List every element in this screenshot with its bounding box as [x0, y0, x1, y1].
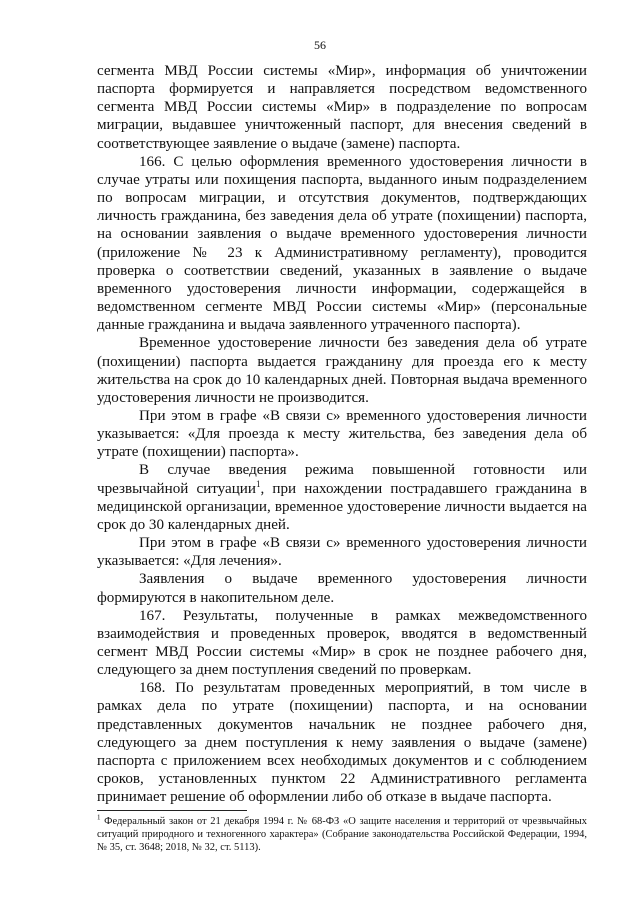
- paragraph-emergency-part-1: В случае введения режима повышенной готовности или чрезвычайной ситуации: [97, 462, 587, 497]
- footnote-mark: 1: [97, 813, 101, 822]
- document-body: [97, 62, 587, 806]
- paragraph-167: 167. Результаты, полученные в рамках межведомственного взаимодействия и проведенных проверок, вводятся в ведомственный сегмент МВД России системы «Мир» в срок не позднее рабочего дня, следующего за днем поступления сведений по проверкам.: [97, 607, 587, 679]
- footnote-text: Федеральный закон от 21 декабря 1994 г. № 68-ФЗ «О защите населения и территорий от чрезвычайных ситуаций природного и техногенного характера» (Собрание законодательства Российской Федерации, 1994, № 35, ст. 3648; 2018, № 32, ст. 5113).: [97, 816, 587, 853]
- paragraph-in-connection-treatment: При этом в графе «В связи с» временного удостоверения личности указывается: «Для лечения».: [97, 535, 587, 570]
- page-number: 56: [314, 38, 326, 52]
- paragraph-applications: Заявления о выдаче временного удостоверения личности формируются в накопительном деле.: [97, 571, 587, 606]
- footnote-reference[interactable]: 1: [255, 478, 261, 489]
- paragraph-continuation: сегмента МВД России системы «Мир», информация об уничтожении паспорта формируется и направляется посредством ведомственного сегмента МВД России системы «Мир» в подразделение по вопросам миграции, выдавшее уничтоженный паспорт, для внесения сведений в соответствующее заявление о выдаче (замене) паспорта.: [97, 63, 587, 152]
- footnote: [97, 815, 587, 854]
- paragraph-168: 168. По результатам проведенных мероприятий, в том числе в рамках дела по утрате (похищении) паспорта, и на основании представленных документов начальник не позднее рабочего дня, следующего за днем поступления к нему заявления о выдаче (замене) паспорта с приложением всех необходимых документов и с соблюдением сроков, установленных пунктом 22 Административного регламента принимает решение об оформлении либо об отказе в выдаче паспорта.: [97, 680, 587, 806]
- paragraph-temporary-id: Временное удостоверение личности без заведения дела об утрате (похищении) паспорта выдается гражданину для проезда его к месту жительства на срок до 10 календарных дней. Повторная выдача временного удостоверения личности не производится.: [97, 335, 587, 406]
- paragraph-emergency-part-2: , при нахождении пострадавшего гражданина в медицинской организации, временное удостоверение личности выдается на срок до 30 календарных дней.: [97, 480, 587, 533]
- paragraph-in-connection-residence: При этом в графе «В связи с» временного удостоверения личности указывается: «Для проезда к месту жительства, без заведения дела об утрате (похищении) паспорта».: [97, 407, 587, 461]
- footnote-divider: [97, 810, 247, 811]
- paragraph-emergency: [97, 461, 587, 534]
- paragraph-166: 166. С целью оформления временного удостоверения личности в случае утраты или похищения паспорта, выданного иным подразделением по вопросам миграции, и отсутствия документов, подтверждающих личность гражданина, без заведения дела об утрате (похищении) паспорта, на основании заявления о выдаче временного удостоверения личности (приложение № 23 к Административному регламенту), проводится проверка о соответствии сведений, указанных в заявление о выдаче временного удостоверения личности информации, содержащейся в ведомственном сегменте МВД России системы «Мир» (персональные данные гражданина и выдача заявленного утраченного паспорта).: [97, 153, 587, 334]
